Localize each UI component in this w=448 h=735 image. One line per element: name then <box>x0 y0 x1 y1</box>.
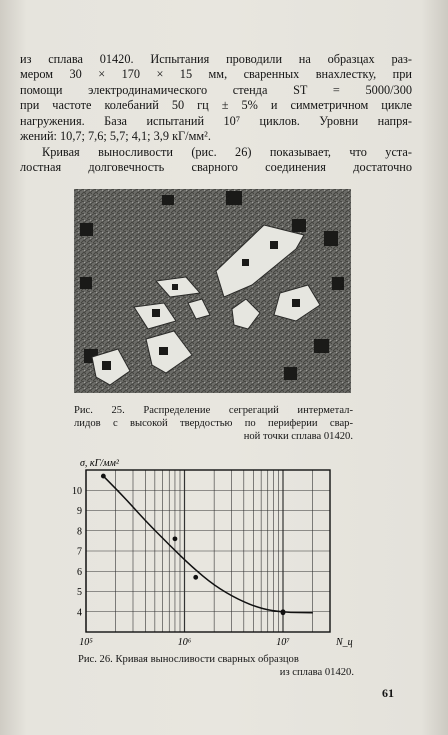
y-axis-label: σ, кГ/мм² <box>80 458 119 469</box>
figure-26-caption <box>78 653 354 679</box>
x-tick-label: 10⁷ <box>276 637 290 648</box>
x-tick-labels <box>79 637 290 648</box>
data-point <box>281 610 286 615</box>
caption-line: Рис. 26. Кривая выносливости сварных образцов <box>78 654 299 665</box>
body-paragraph-2 <box>20 145 412 176</box>
data-point <box>193 575 198 580</box>
micrograph-image <box>74 189 351 393</box>
caption-line: лидов с высокой твердостью по периферии свар- <box>74 418 353 429</box>
y-tick-label: 6 <box>77 566 82 578</box>
y-tick-label: 7 <box>77 546 82 558</box>
text-line: из сплава 01420. Испытания проводили на образцах раз- <box>20 52 412 66</box>
chart-grid <box>86 470 330 632</box>
text-line: мером 30 × 170 × 15 мм, сваренных внахлестку, при <box>20 67 412 82</box>
data-points <box>101 474 285 615</box>
text-line: при частоте колебаний 50 гц ± 5% и симметричном цикле <box>20 98 412 113</box>
x-tick-label: 10⁶ <box>177 637 192 648</box>
figure-25-caption <box>74 404 353 443</box>
y-tick-label: 10 <box>72 485 82 497</box>
page-number: 61 <box>382 686 394 700</box>
series-line <box>103 476 312 613</box>
fatigue-curve-chart <box>64 450 364 650</box>
y-tick-labels <box>72 486 82 619</box>
text-line: жений: 10,7; 7,6; 5,7; 4,1; 3,9 кГ/мм². <box>20 129 211 144</box>
data-point <box>173 536 178 541</box>
caption-line: Рис. 25. Распределение сегрегаций интерметал- <box>74 405 353 416</box>
y-tick-label: 4 <box>77 607 82 619</box>
x-tick-label: 10⁵ <box>79 637 93 648</box>
text-line: Кривая выносливости (рис. 26) показывает, что уста- <box>42 145 412 159</box>
text-line: помощи электродинамического стенда ST = 5000/300 <box>20 82 412 97</box>
body-paragraph-1 <box>20 52 412 144</box>
y-tick-label: 9 <box>77 506 82 517</box>
x-axis-label: N_ц <box>336 637 353 648</box>
text-line: нагружения. База испытаний 10⁷ циклов. Уровни напря- <box>20 113 412 128</box>
caption-line: из сплава 01420. <box>279 667 354 678</box>
text-line: лостная долговечность сварного соединения достаточно <box>20 160 412 175</box>
caption-line: ной точки сплава 01420. <box>243 431 353 442</box>
data-point <box>101 474 106 479</box>
y-tick-label: 5 <box>77 587 82 598</box>
micrograph-figure-25 <box>74 189 351 393</box>
y-tick-label: 8 <box>77 526 82 538</box>
